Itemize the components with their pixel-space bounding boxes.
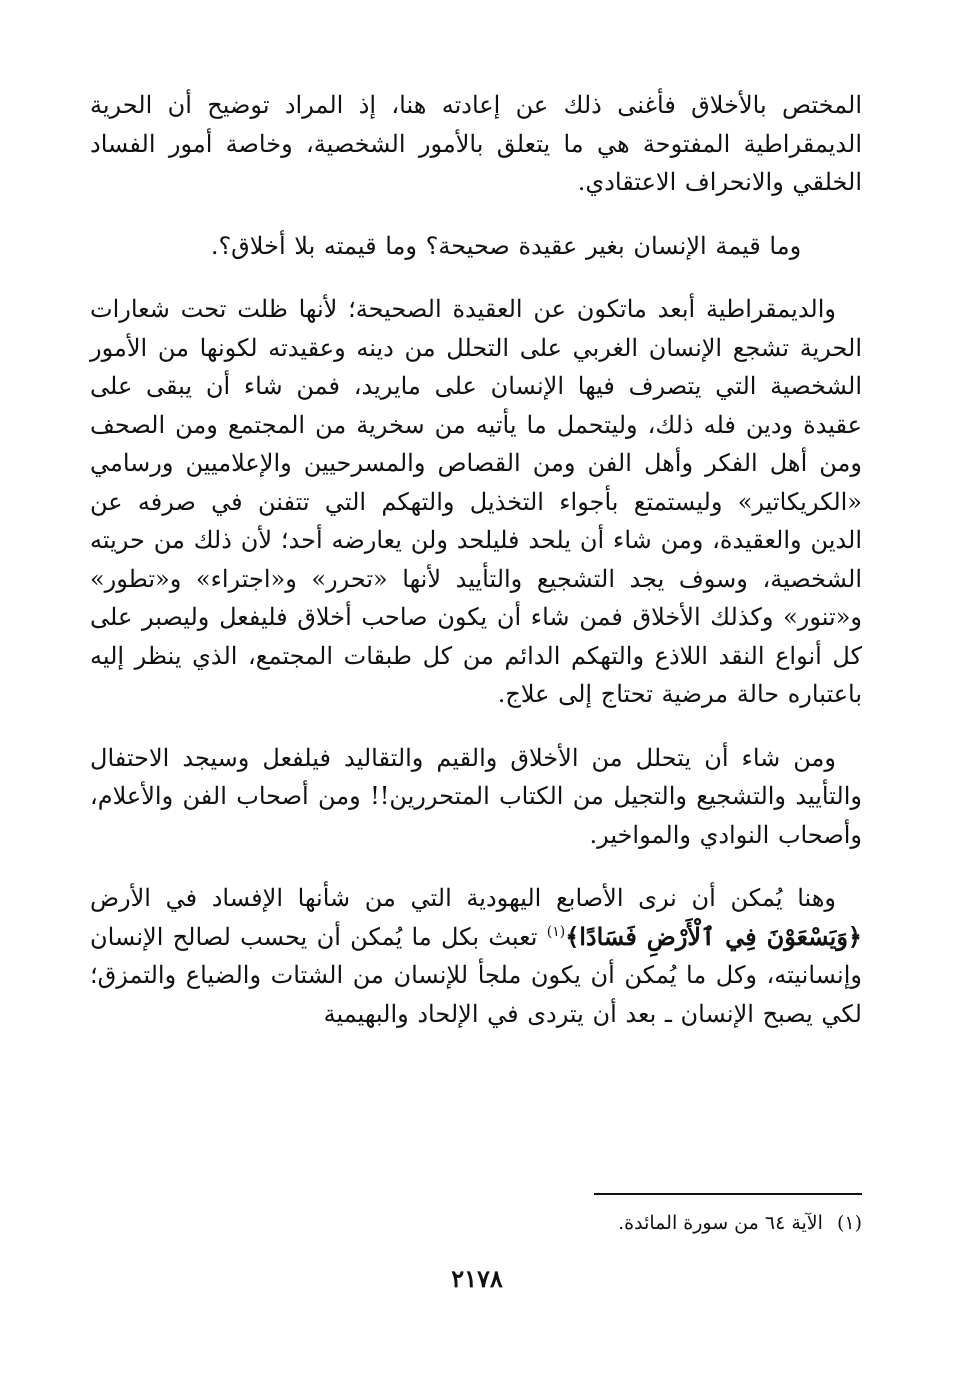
paragraph-2-text: وما قيمة الإنسان بغير عقيدة صحيحة؟ وما قيمته بلا أخلاق؟.	[210, 231, 802, 260]
paragraph-4	[90, 739, 862, 855]
paragraph-1: المختص بالأخلاق فأغنى ذلك عن إعادته هنا، إذ المراد توضيح أن الحرية الديمقراطية المفتوحة هي ما يتعلق بالأمور الشخصية، وخاصة أمور الفساد الخلقي والانحراف الاعتقادي.	[90, 91, 863, 196]
paragraph-4-text: ومن شاء أن يتحلل من الأخلاق والقيم والتقاليد فيلفعل وسيجد الاحتفال والتأييد والتشجيع والتجيل من الكتاب المتحررين!! ومن أصحاب الفن والأعلام، وأصحاب النوادي والمواخير.	[90, 743, 862, 849]
page-body	[90, 86, 862, 1033]
footnote-reference: (١)	[546, 923, 566, 940]
paragraph-5	[90, 879, 862, 1033]
paragraph-3	[90, 290, 862, 714]
paragraph-5-before: وهنا يُمكن أن نرى الأصابع اليهودية التي من شأنها الإفساد في الأرض	[90, 884, 837, 912]
footnote	[90, 1209, 862, 1237]
quran-verse: ﴿وَيَسْعَوْنَ فِي ٱلْأَرْضِ فَسَادًا﴾	[565, 921, 862, 951]
paragraph-5-after: تعبث بكل ما يُمكن أن يحسب لصالح الإنسان وإنسانيته، وكل ما يُمكن أن يكون ملجأ للإنسان من الشتات والضياع والتمزق؛ لكي يصبح الإنسان ـ بعد أن يتردى في الإلحاد والبهيمية	[90, 922, 862, 1028]
footnote-text: الآية ٦٤ من سورة المائدة.	[618, 1212, 823, 1234]
footnote-divider	[594, 1193, 862, 1195]
page-number: ٢١٧٨	[451, 1264, 503, 1293]
paragraph-2-question	[90, 227, 862, 266]
footnote-number: (١)	[836, 1212, 862, 1234]
paragraph-3-text: والديمقراطية أبعد ماتكون عن العقيدة الصحيحة؛ لأنها ظلت تحت شعارات الحرية تشجع الإنسان الغربي على التحلل من دينه وعقيدته لكونها من الأمور الشخصية التي يتصرف فيها الإنسان على مايريد، فمن شاء أن يبقى على عقيدة ودين فله ذلك، وليتحمل ما يأتيه من سخرية من المجتمع ومن الصحف ومن أهل الفكر وأهل الفن ومن القصاص والمسرحيين والإعلاميين ورسامي «الكريكاتير» وليستمتع بأجواء التخذيل والتهكم التي تتفنن في صرفه عن الدين والعقيدة، ومن شاء أن يلحد فليلحد ولن يعارضه أحد؛ لأن ذلك من حريته الشخصية، وسوف يجد التشجيع والتأييد لأنها «تحرر» و«اجتراء» و«تطور» و«تنور» وكذلك الأخلاق فمن شاء أن يكون صاحب أخلاق فليفعل وليصبر على كل أنواع النقد اللاذع والتهكم الدائم من كل طبقات المجتمع، الذي ينظر إليه باعتباره حالة مرضية تحتاج إلى علاج.	[90, 295, 863, 708]
